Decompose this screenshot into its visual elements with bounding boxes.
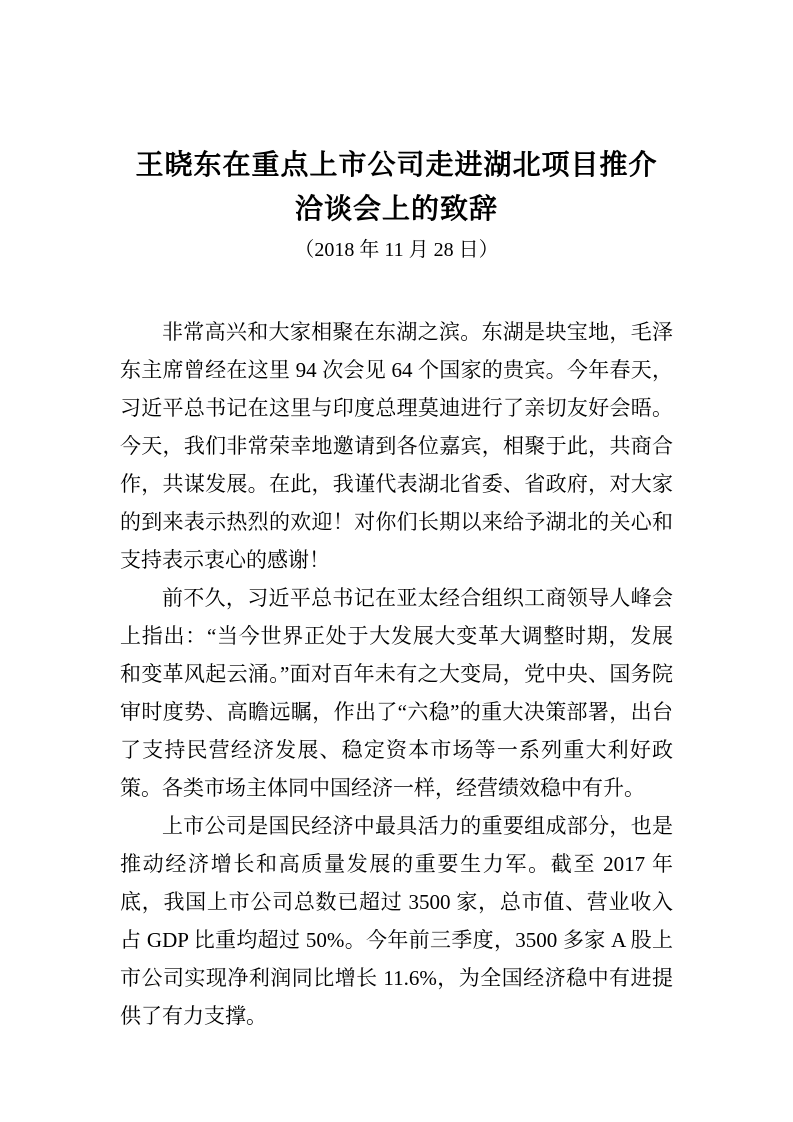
document-title (120, 144, 673, 232)
document-title-line-1: 王晓东在重点上市公司走进湖北项目推介 (135, 150, 658, 181)
document-title-line-2: 洽谈会上的致辞 (294, 194, 498, 225)
document-body (120, 313, 673, 1035)
paragraph-2: 前不久，习近平总书记在亚太经合组织工商领导人峰会上指出：“当今世界正处于大发展大变革大调整时期，发展和变革风起云涌。”面对百年未有之大变局，党中央、国务院审时度势、高瞻远瞩，作出了“六稳”的重大决策部署，出台了支持民营经济发展、稳定资本市场等一系列重大利好政策。各类市场主体同中国经济一样，经营绩效稳中有升。 (120, 586, 673, 800)
paragraph-1: 非常高兴和大家相聚在东湖之滨。东湖是块宝地，毛泽东主席曾经在这里 94 次会见 64 个国家的贵宾。今年春天，习近平总书记在这里与印度总理莫迪进行了亲切友好会晤。今天，我们非常荣幸地邀请到各位嘉宾，相聚于此，共商合作，共谋发展。在此，我谨代表湖北省委、省政府，对大家的到来表示热烈的欢迎！对你们长期以来给予湖北的关心和支持表示衷心的感谢！ (120, 320, 673, 572)
paragraph-3: 上市公司是国民经济中最具活力的重要组成部分，也是推动经济增长和高质量发展的重要生力军。截至 2017 年底，我国上市公司总数已超过 3500 家，总市值、营业收入占 GDP 比重均超过 50%。今年前三季度，3500 多家 A 股上市公司实现净利润同比增长 11.6%，为全国经济稳中有进提供了有力支撑。 (120, 814, 673, 1028)
document-date: （2018 年 11 月 28 日） (294, 239, 499, 261)
